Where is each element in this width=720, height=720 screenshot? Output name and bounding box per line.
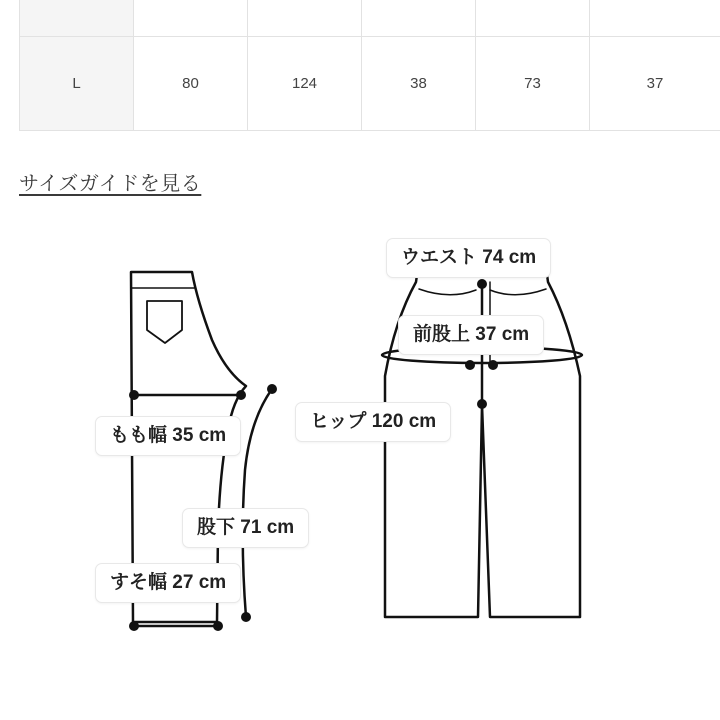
- pocket-icon: [147, 301, 182, 343]
- table-cell: [248, 0, 362, 36]
- inseam-label: 股下 71 cm: [182, 508, 309, 548]
- size-guide-link[interactable]: サイズガイドを見る: [19, 173, 202, 195]
- measure-dot: [241, 612, 251, 622]
- hip-label: ヒップ 120 cm: [295, 402, 451, 442]
- measure-dot: [236, 390, 246, 400]
- thigh-width-label: もも幅 35 cm: [95, 416, 241, 456]
- table-cell: [476, 0, 590, 36]
- measure-dot: [213, 621, 223, 631]
- table-cell: [134, 0, 248, 36]
- size-table: [19, 0, 720, 131]
- table-cell: 38: [362, 37, 476, 130]
- table-cell: 37: [590, 37, 720, 130]
- measure-dot: [465, 360, 475, 370]
- size-label-cell: L: [20, 37, 134, 130]
- measure-dot: [477, 399, 487, 409]
- table-cell: 124: [248, 37, 362, 130]
- measure-dot: [267, 384, 277, 394]
- measure-dot: [488, 360, 498, 370]
- table-row: [20, 0, 720, 37]
- table-cell: 73: [476, 37, 590, 130]
- measure-dot: [129, 621, 139, 631]
- inseam-measure-line: [243, 389, 272, 617]
- waist-label: ウエスト 74 cm: [386, 238, 551, 278]
- table-cell: [362, 0, 476, 36]
- measure-dot: [129, 390, 139, 400]
- table-row: [20, 37, 720, 130]
- front-pocket-right: [490, 289, 546, 295]
- hem-width-label: すそ幅 27 cm: [95, 563, 241, 603]
- table-cell: [590, 0, 720, 36]
- measure-dot: [477, 279, 487, 289]
- table-cell: [20, 0, 134, 36]
- front-pocket-left: [419, 289, 476, 295]
- table-cell: 80: [134, 37, 248, 130]
- front-rise-label: 前股上 37 cm: [398, 315, 544, 355]
